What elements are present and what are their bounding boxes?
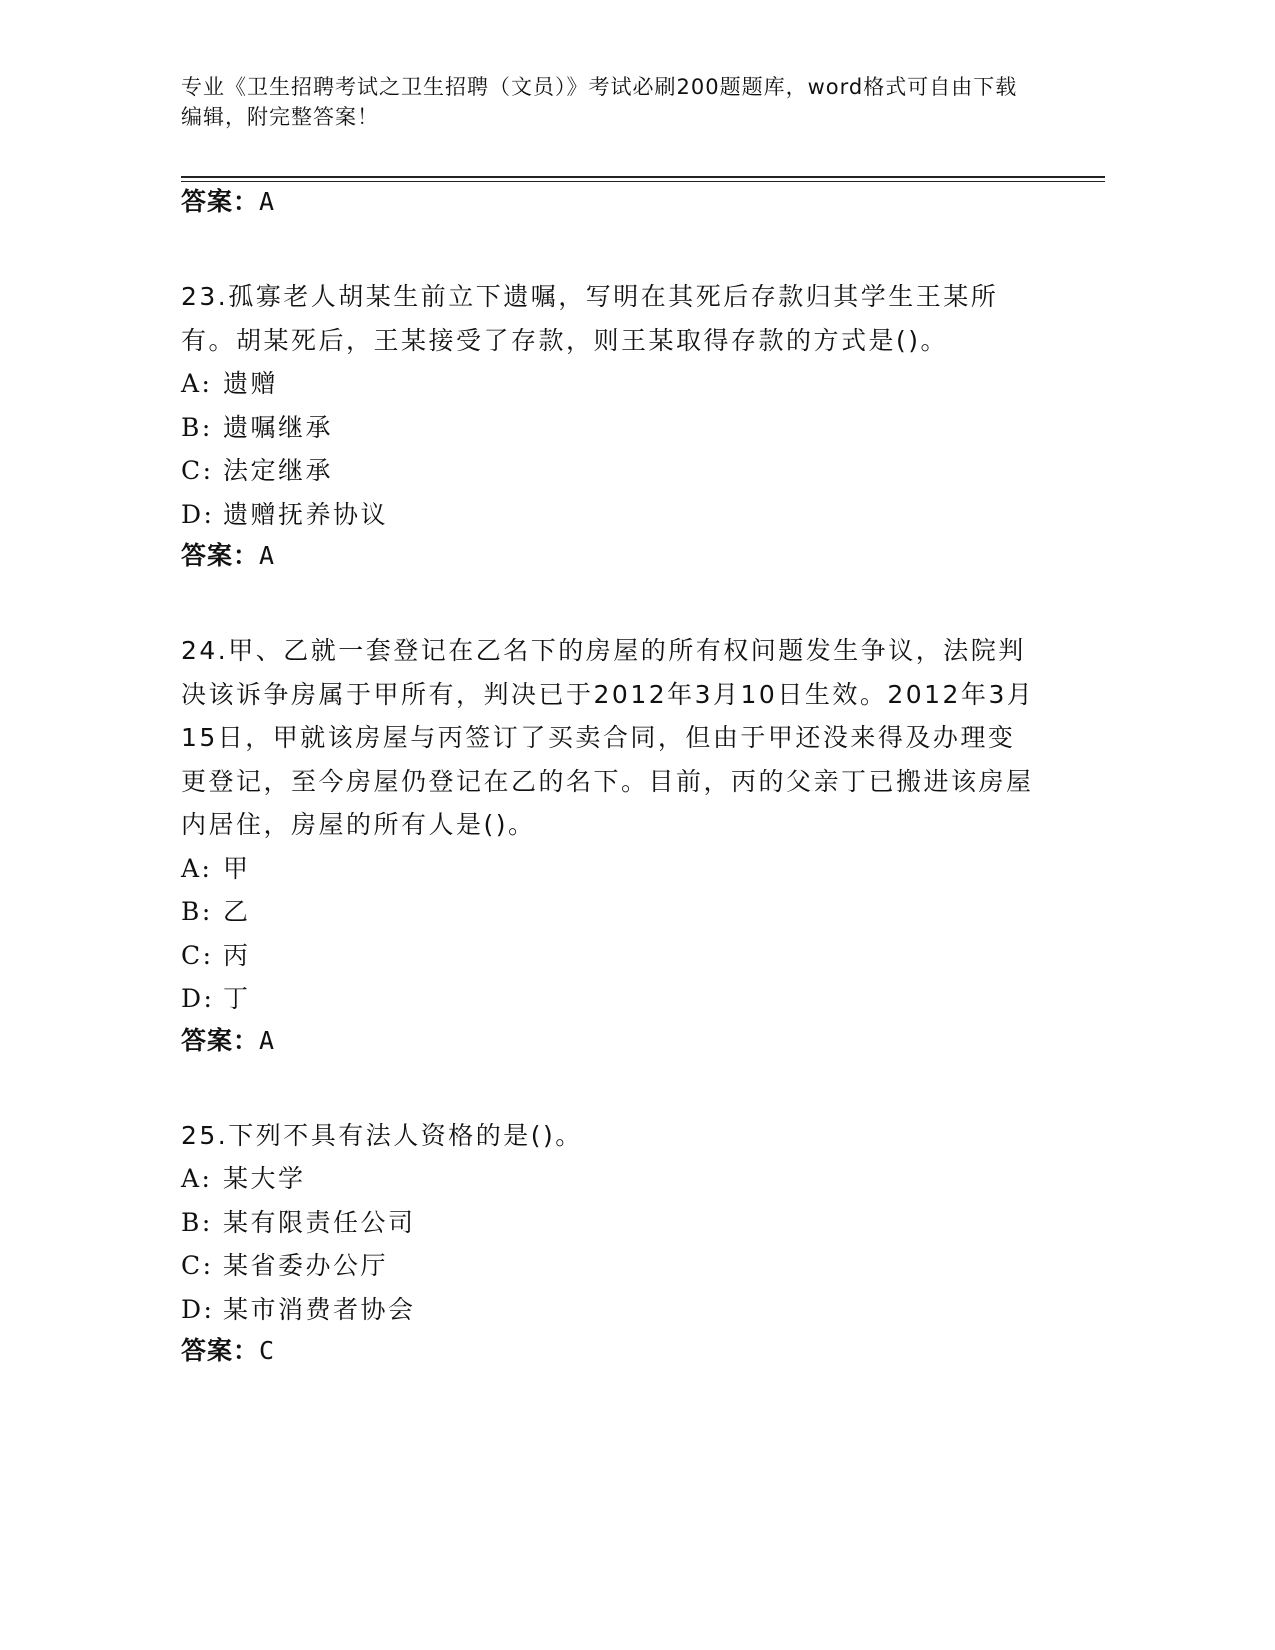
option-key: D: [181,984,215,1013]
option-text: 某大学 [223,1164,306,1193]
answer-value: A [259,187,276,216]
option-text: 遗赠 [223,369,279,398]
option-text: 遗嘱继承 [223,412,334,442]
option-text: 某有限责任公司 [223,1207,416,1237]
option-list [181,847,1041,1021]
option-text: 丙 [223,940,251,970]
previous-answer [181,187,1041,217]
option-d [181,1288,1041,1332]
option-text: 遗赠抚养协议 [223,499,389,529]
option-c [181,449,1041,493]
option-key: C: [181,456,214,485]
option-text: 某省委办公厅 [223,1251,389,1280]
option-b [181,406,1041,450]
answer-label: 答案： [181,1025,260,1055]
answer-value: A [259,541,276,570]
option-a [181,847,1041,891]
option-text: 某市消费者协会 [223,1294,416,1324]
answer-label: 答案： [181,187,260,216]
answer [181,1026,1041,1056]
answer [181,541,1041,571]
option-key: C: [181,1251,214,1280]
option-key: B: [181,412,213,442]
option-key: D: [181,1294,215,1324]
answer [181,1336,1041,1366]
option-text: 甲 [223,853,251,883]
answer-label: 答案： [181,541,260,570]
option-text: 法定继承 [223,456,334,485]
answer-label: 答案： [181,1336,260,1365]
answer-value: A [259,1025,276,1055]
option-text: 丁 [223,984,251,1013]
question-list [181,182,1041,1366]
option-c [181,934,1041,978]
option-d [181,493,1041,537]
option-a [181,1157,1041,1201]
header-divider [181,176,1105,178]
option-key: B: [181,1207,213,1237]
document-header: 专业《卫生招聘考试之卫生招聘（文员）》考试必刷200题题库，word格式可自由下载编辑，附完整答案！ [181,75,1018,129]
option-key: A: [181,369,213,398]
option-c [181,1244,1041,1288]
option-key: B: [181,897,213,926]
option-key: A: [181,1164,213,1193]
option-a [181,362,1041,406]
option-b [181,890,1041,934]
option-list [181,1157,1041,1331]
answer-value: C [259,1336,276,1365]
option-key: A: [181,853,213,883]
question-text: 25.下列不具有法人资格的是()。 [181,1120,583,1150]
option-key: D: [181,499,215,529]
option-list [181,362,1041,536]
question-text: 24.甲、乙就一套登记在乙名下的房屋的所有权问题发生争议，法院判决该诉争房属于甲所有，判决已于2012年3月10日生效。2012年3月15日，甲就该房屋与丙签订了买卖合同，但由于甲还没来得及办理变更登记，至今房屋仍登记在乙的名下。目前，丙的父亲丁已搬进该房屋内居住，房屋的所有人是()。 [181,636,1035,839]
option-d [181,977,1041,1021]
question-text: 23.孤寡老人胡某生前立下遗嘱，写明在其死后存款归其学生王某所有。胡某死后，王某接受了存款，则王某取得存款的方式是()。 [181,282,999,355]
option-b [181,1201,1041,1245]
option-key: C: [181,940,214,970]
option-text: 乙 [223,897,251,926]
